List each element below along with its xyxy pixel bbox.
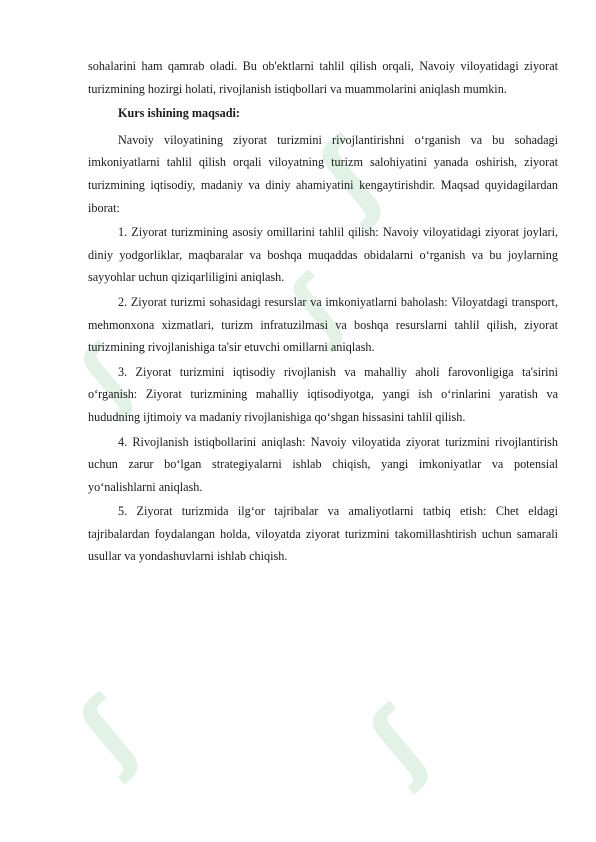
- watermark-logo: ʃ: [350, 690, 447, 795]
- section-heading: Kurs ishining maqsadi:: [118, 106, 240, 121]
- watermark-logo: ʃ: [60, 680, 157, 785]
- list-item: 5. Ziyorat turizmida ilg‘or tajribalar va amaliyotlarni tatbiq etish: Chet eldagi tajribalardan foydalangan holda, viloyatda ziyorat turizmini takomillashtirish uchun samarali usullar va yondashuvlarni ishlab chiqish.: [88, 504, 558, 564]
- list-item: 1. Ziyorat turizmining asosiy omillarini tahlil qilish: Navoiy viloyatidagi ziyorat joylari, diniy yodgorliklar, maqbaralar va boshqa muqaddas obidalarni o‘rganish va bu joylarning sayyohlar uchun qiziqarliligini aniqlash.: [88, 225, 558, 285]
- purpose-paragraph: Navoiy viloyatining ziyorat turizmini rivojlantirishni o‘rganish va bu sohadagi imkoniyatlarni tahlil qilish orqali viloyatning turizm salohiyatini yanada oshirish, ziyorat turizmining iqtisodiy, madaniy va diniy ahamiyatini kengaytirishdir. Maqsad quyidagilardan iborat:: [88, 132, 558, 215]
- intro-paragraph: sohalarini ham qamrab oladi. Bu ob'ektlarni tahlil qilish orqali, Navoiy viloyatidagi ziyorat turizmining hozirgi holati, rivojlanish istiqbollari va muammolarini aniqlash mumkin.: [88, 59, 558, 96]
- list-item: 3. Ziyorat turizmini iqtisodiy rivojlanish va mahalliy aholi farovonligiga ta'sirini o‘rganish: Ziyorat turizmining mahalliy iqtisodiyotga, yangi ish o‘rinlarini yaratish va hududning ijtimoiy va madaniy rivojlanishiga qo‘shgan hissasini tahlil qilish.: [88, 364, 558, 424]
- list-item: 2. Ziyorat turizmi sohasidagi resurslar va imkoniyatlarni baholash: Viloyatdagi transport, mehmonxona xizmatlari, turizm infratuzilmasi va boshqa resurslarni tahlil qilish, ziyorat turizmining rivojlanishiga ta'sir etuvchi omillarni aniqlash.: [88, 294, 558, 355]
- watermark-logo: ʃ: [63, 330, 150, 423]
- watermark-logo: ʃ: [298, 120, 402, 232]
- watermark-logo: ʃ: [273, 260, 360, 353]
- document-body: [88, 55, 558, 570]
- list-item: 4. Rivojlanish istiqbollarini aniqlash: Navoiy viloyatida ziyorat turizmini rivojlantirish uchun zarur bo‘lgan strategiyalarni ishlab chiqish, yangi imkoniyatlar va potensial yo‘nalishlarni aniqlash.: [88, 434, 558, 494]
